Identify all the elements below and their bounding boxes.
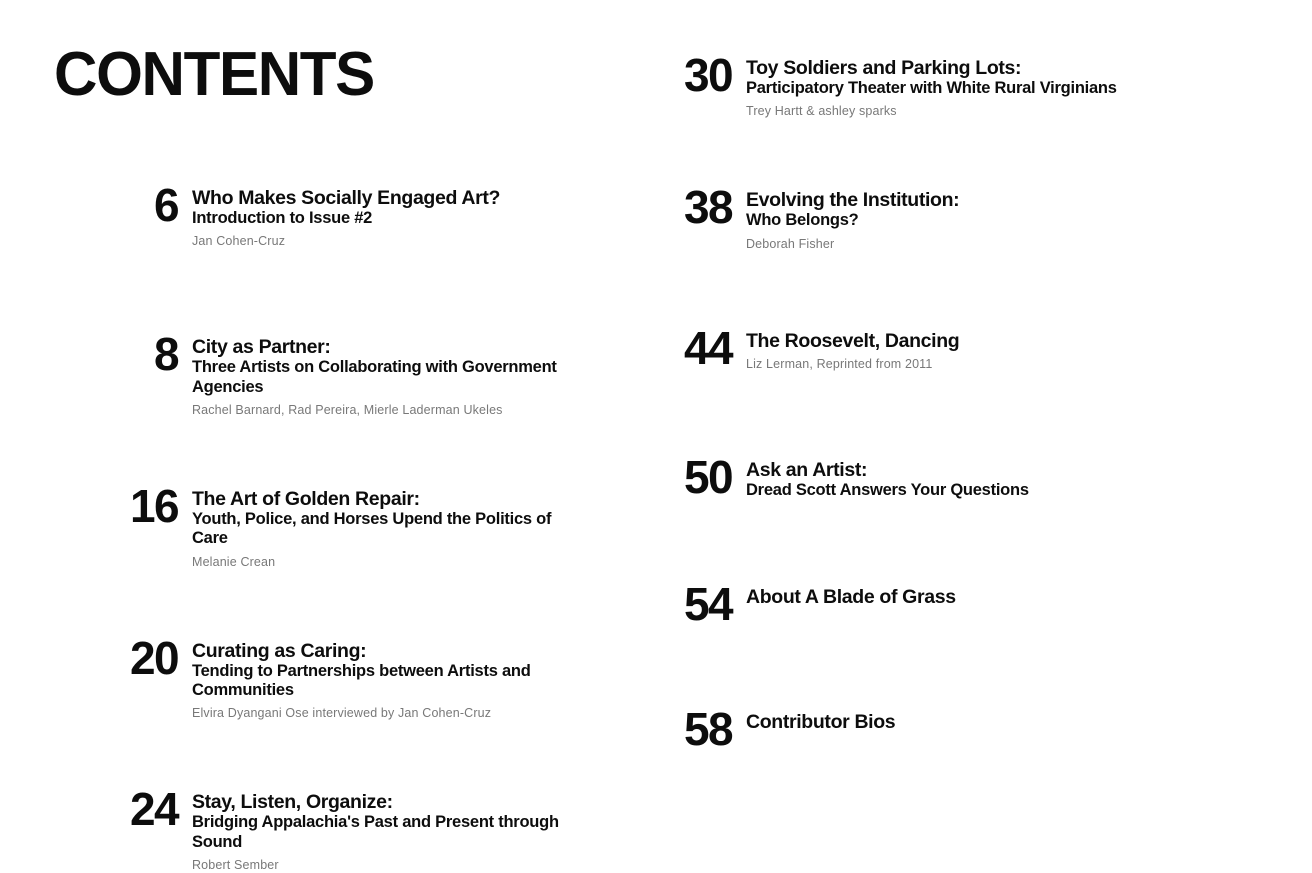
toc-entry-subtitle: Youth, Police, and Horses Upend the Politics of Care [192, 510, 552, 548]
toc-entry-author: Rachel Barnard, Rad Pereira, Mierle Laderman Ukeles [192, 403, 503, 418]
right-page [649, 0, 1312, 825]
toc-entry-text [732, 54, 1249, 119]
toc-entry-title: City as Partner: [192, 336, 331, 359]
toc-entry-title: About A Blade of Grass [746, 586, 956, 609]
toc-entry-text [732, 186, 1249, 251]
toc-page-number: 30 [684, 49, 732, 101]
toc-entry-title: Toy Soldiers and Parking Lots: [746, 57, 1022, 79]
toc-entry-author: Jan Cohen-Cruz [192, 234, 286, 249]
toc-page-number: 50 [684, 450, 732, 503]
toc-entry-subtitle: Who Belongs? [746, 211, 859, 230]
toc-page-number: 38 [684, 181, 732, 234]
toc-entry-text [178, 333, 560, 418]
toc-entry-author: Robert Sember [192, 858, 279, 873]
toc-entry-title: The Roosevelt, Dancing [746, 329, 960, 352]
toc-entry-text [732, 708, 1249, 732]
toc-entry[interactable] [649, 450, 1249, 503]
toc-entry-subtitle: Bridging Appalachia's Past and Present through Sound [192, 813, 559, 851]
toc-entry-author: Elvira Dyangani Ose interviewed by Jan Cohen-Cruz [192, 706, 492, 721]
toc-entry-title: Who Makes Socially Engaged Art? [192, 187, 501, 209]
toc-list-right [649, 49, 1249, 755]
toc-entry-author: Melanie Crean [192, 554, 276, 569]
toc-entry[interactable] [649, 49, 1249, 119]
toc-entry-subtitle: Participatory Theater with White Rural Virginians [746, 79, 1117, 98]
toc-entry-subtitle: Introduction to Issue #2 [192, 209, 373, 228]
toc-entry-title: Contributor Bios [746, 710, 896, 733]
toc-entry[interactable] [0, 783, 560, 873]
toc-entry[interactable] [0, 328, 560, 418]
toc-entry-text [732, 327, 1249, 372]
toc-page-number: 54 [684, 578, 732, 631]
toc-entry-text [178, 637, 560, 722]
toc-entry-subtitle: Three Artists on Collaborating with Government Agencies [192, 358, 557, 396]
toc-entry-author: Deborah Fisher [746, 236, 835, 251]
toc-page-number: 16 [130, 480, 178, 533]
toc-entry-title: Evolving the Institution: [746, 189, 960, 212]
toc-entry-text [732, 583, 1249, 607]
toc-page-number: 24 [130, 783, 178, 836]
toc-entry[interactable] [649, 702, 1249, 755]
toc-entry[interactable] [0, 179, 560, 249]
toc-entry-author: Liz Lerman, Reprinted from 2011 [746, 356, 933, 371]
toc-entry[interactable] [0, 631, 560, 722]
toc-entry-title: The Art of Golden Repair: [192, 488, 420, 511]
toc-page-number: 44 [684, 321, 732, 374]
toc-entry-subtitle: Tending to Partnerships between Artists and Communities [192, 661, 531, 700]
toc-entry[interactable] [649, 181, 1249, 251]
toc-entry-author: Trey Hartt & ashley sparks [746, 104, 897, 119]
left-page [0, 0, 649, 873]
toc-page-number: 8 [154, 328, 178, 381]
toc-list-left [0, 179, 560, 873]
page-title: CONTENTS [54, 40, 374, 109]
toc-page-number: 20 [130, 631, 178, 684]
toc-entry[interactable] [649, 321, 1249, 374]
toc-entry[interactable] [0, 480, 560, 570]
toc-page-number: 6 [154, 179, 178, 231]
toc-entry-text [732, 456, 1249, 500]
toc-page-number: 58 [684, 702, 732, 755]
toc-entry-subtitle: Dread Scott Answers Your Questions [746, 480, 1029, 499]
toc-entry-text [178, 788, 560, 873]
toc-entry-title: Ask an Artist: [746, 458, 868, 481]
toc-entry[interactable] [649, 578, 1249, 631]
toc-entry-title: Curating as Caring: [192, 639, 367, 662]
toc-entry-text [178, 485, 560, 570]
toc-entry-text [178, 184, 560, 249]
toc-entry-title: Stay, Listen, Organize: [192, 791, 393, 814]
